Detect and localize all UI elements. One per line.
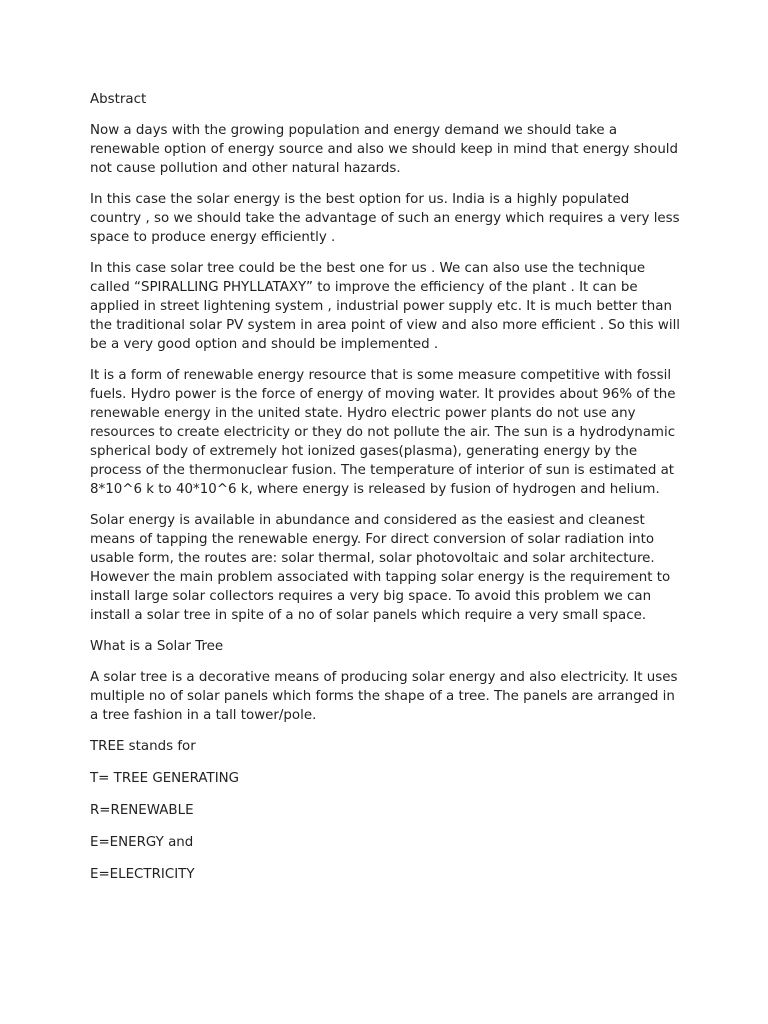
paragraph-solar-abundance: Solar energy is available in abundance and considered as the easiest and cleanest means of tapping the renewable energy. For direct conversion of solar radiation into usable form, the routes are: solar thermal, solar photovoltaic and solar architecture. However the main problem associated with tapping solar energy is the requirement to install large solar collectors requires a very big space. To avoid this problem we can install a solar tree in spite of a no of solar panels which require a very small space. (90, 513, 671, 623)
tree-acronym-intro: TREE stands for (90, 739, 196, 754)
paragraph-renewable-resource: It is a form of renewable energy resource that is some measure competitive with fossil fuels. Hydro power is the force of energy of moving water. It provides about 96% of the renewable energy in the united state. Hydro electric power plants do not use any resources to create electricity or they do not pollute the air. The sun is a hydrodynamic spherical body of extremely hot ionized gases(plasma), generating energy by the process of the thermonuclear fusion. The temperature of interior of sun is estimated at 8*10^6 k to 40*10^6 k, where energy is released by fusion of hydrogen and helium. (90, 368, 676, 497)
paragraph-solar-tree-technique: In this case solar tree could be the best one for us . We can also use the technique called “SPIRALLING PHYLLATAXY” to improve the efficiency of the plant . It can be applied in street lightening system , industrial power supply etc. It is much better than the traditional solar PV system in area point of view and also more efficient . So this will be a very good option and should be implemented . (90, 261, 681, 352)
tree-acronym-line: R=RENEWABLE (90, 803, 194, 818)
paragraph-solar-best-option: In this case the solar energy is the best option for us. India is a highly populated country , so we should take the advantage of such an energy which requires a very less space to produce energy efficiently . (90, 192, 680, 245)
tree-acronym-line: T= TREE GENERATING (90, 771, 240, 786)
solar-tree-heading: What is a Solar Tree (90, 639, 224, 654)
tree-acronym-line: E=ENERGY and (90, 835, 194, 850)
tree-acronym-line: E=ELECTRICITY (90, 867, 195, 882)
paragraph-solar-tree-definition: A solar tree is a decorative means of producing solar energy and also electricity. It uses multiple no of solar panels which forms the shape of a tree. The panels are arranged in a tree fashion in a tall tower/pole. (90, 670, 678, 723)
paragraph-energy-demand: Now a days with the growing population and energy demand we should take a renewable option of energy source and also we should keep in mind that energy should not cause pollution and other natural hazards. (90, 123, 679, 176)
document-body (90, 90, 680, 897)
abstract-heading: Abstract (90, 92, 147, 107)
